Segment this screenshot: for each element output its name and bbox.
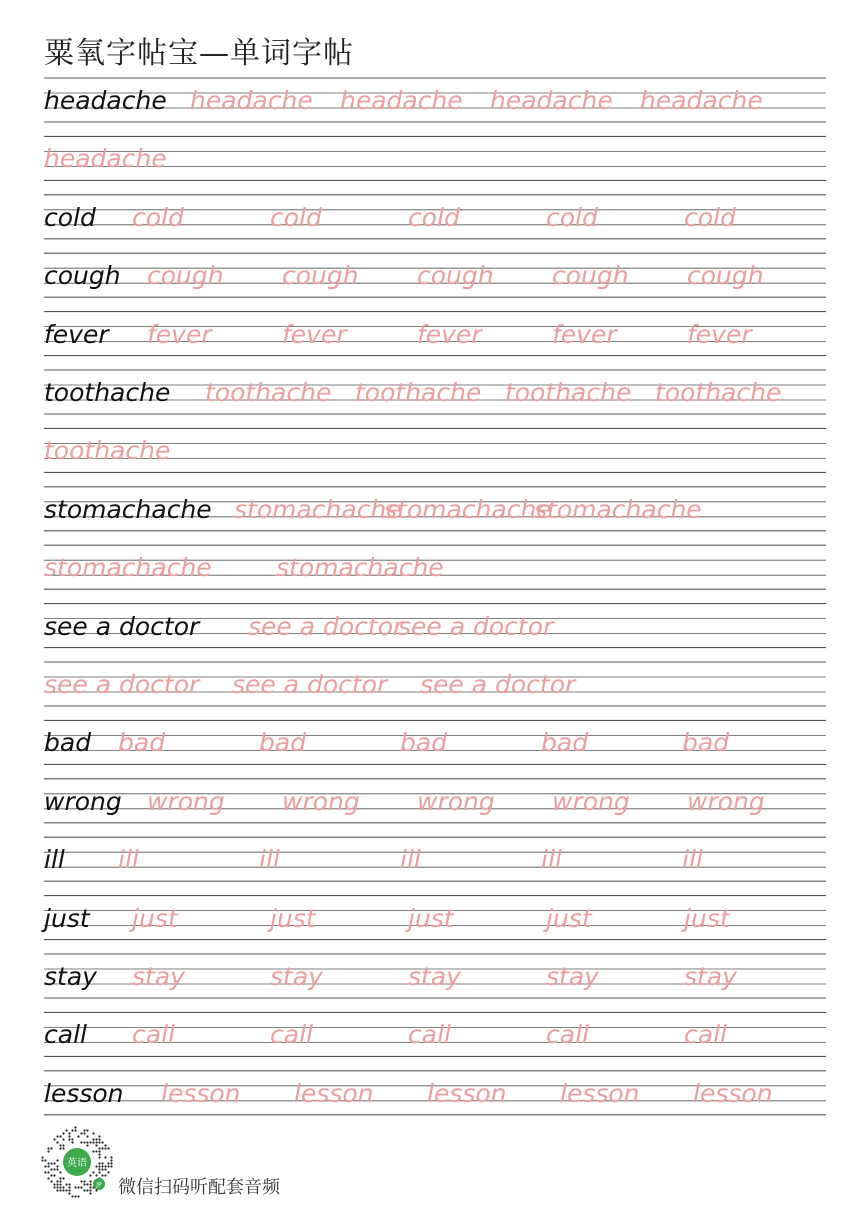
qr-dot [65,1189,67,1191]
practice-row [44,312,826,356]
trace-word: fever [687,319,752,349]
trace-word: lesson [560,1078,640,1108]
qr-dot [89,1183,91,1185]
model-word: call [44,1020,87,1050]
model-word: just [44,903,90,933]
qr-dot [101,1174,103,1176]
practice-row [44,545,826,589]
qr-dot [95,1141,97,1143]
qr-dot [89,1174,91,1176]
practice-row [44,954,826,998]
qr-dot [56,1159,58,1161]
qr-dot [56,1189,58,1191]
practice-row [44,78,826,122]
qr-dot [92,1171,94,1173]
trace-word: lesson [427,1078,507,1108]
qr-dot [98,1168,100,1170]
trace-word: toothache [205,378,332,407]
trace-word: ill [682,845,703,875]
practice-row [44,1071,826,1115]
qr-dot [62,1186,64,1188]
qr-dot [98,1138,100,1140]
trace-word: bad [400,728,448,758]
practice-row [44,837,826,881]
qr-dot [80,1132,82,1134]
qr-dot [74,1186,76,1188]
qr-dot [80,1141,82,1143]
qr-corner-label: JP [96,1181,102,1189]
practice-row [44,428,826,472]
model-word: stomachache [44,494,212,524]
model-word: bad [44,728,92,758]
trace-word: headache [190,86,313,115]
qr-dot [59,1183,61,1185]
qr-dot [44,1159,46,1161]
qr-dot [71,1129,73,1131]
qr-dot [80,1186,82,1188]
qr-dot [44,1171,46,1173]
qr-dot [95,1174,97,1176]
trace-word: cold [270,202,322,232]
qr-dot [101,1168,103,1170]
trace-word: fever [282,319,347,349]
qr-dot [50,1180,52,1182]
trace-word: headache [340,86,463,115]
qr-dot [59,1144,61,1146]
qr-dot [65,1183,67,1185]
model-word: cough [44,261,121,291]
qr-dot [95,1144,97,1146]
qr-dot [86,1183,88,1185]
qr-dot [62,1144,64,1146]
model-word: lesson [44,1078,124,1108]
trace-word: headache [640,86,763,115]
qr-dot [98,1141,100,1143]
qr-dot [86,1144,88,1146]
qr-dot [50,1174,52,1176]
trace-word: see a doctor [232,670,388,699]
qr-dot [74,1129,76,1131]
qr-dot [47,1165,49,1167]
qr-dot [47,1162,49,1164]
model-word: cold [44,202,96,232]
trace-word: stomachache [44,553,212,583]
qr-dot [53,1162,55,1164]
qr-dot [71,1138,73,1140]
trace-word: call [546,1020,589,1050]
trace-word: stomachache [234,494,402,524]
practice-row [44,779,826,823]
trace-word: cold [408,202,460,232]
qr-dot [104,1147,106,1149]
qr-dot [104,1144,106,1146]
trace-word: just [546,903,592,933]
qr-dot [89,1180,91,1182]
trace-word: see a doctor [44,670,200,699]
qr-dot [110,1165,112,1167]
qr-dot [50,1147,52,1149]
trace-word: headache [490,86,613,115]
qr-dot [62,1147,64,1149]
trace-word: ill [118,845,139,875]
qr-dot [59,1177,61,1179]
trace-word: fever [147,319,212,349]
qr-dot [86,1129,88,1131]
qr-dot [77,1186,79,1188]
qr-dot [41,1156,43,1158]
qr-dot [89,1186,91,1188]
trace-word: cough [687,261,764,291]
trace-word: stay [270,962,323,991]
qr-dot [95,1165,97,1167]
trace-word: just [684,903,730,933]
model-word: toothache [44,378,171,407]
qr-dot [68,1192,70,1194]
qr-dot [98,1135,100,1137]
qr-dot [59,1171,61,1173]
footer-caption: 微信扫码听配套音频 [118,1177,280,1198]
qr-dot [62,1189,64,1191]
practice-row [44,604,826,648]
qr-dot [92,1141,94,1143]
qr-dot [101,1162,103,1164]
qr-dot [98,1165,100,1167]
qr-dot [107,1165,109,1167]
page-title: 粟氧字帖宝—单词字帖 [44,36,354,71]
trace-word: call [270,1020,313,1050]
trace-word: cold [684,202,736,232]
qr-dot [53,1186,55,1188]
practice-row [44,253,826,297]
qr-dot [74,1195,76,1197]
qr-dot [68,1186,70,1188]
trace-word: toothache [355,378,482,407]
qr-dot [62,1132,64,1134]
trace-word: just [270,903,316,933]
trace-word: cough [417,261,494,291]
qr-dot [83,1180,85,1182]
trace-word: cold [132,202,184,232]
qr-dot [104,1156,106,1158]
qr-dot [98,1156,100,1158]
qr-dot [53,1183,55,1185]
model-word: stay [44,962,97,991]
model-word: fever [44,319,109,349]
qr-dot [101,1165,103,1167]
model-word: headache [44,86,167,115]
qr-dot [56,1186,58,1188]
qr-dot [53,1138,55,1140]
trace-word: headache [44,144,167,174]
qr-dot [68,1132,70,1134]
trace-word: just [408,903,454,933]
trace-word: see a doctor [420,670,576,699]
qr-dot [95,1150,97,1152]
trace-word: call [684,1020,727,1050]
trace-word: ill [541,845,562,875]
qr-dot [107,1147,109,1149]
qr-dot [59,1186,61,1188]
trace-word: cold [546,202,598,232]
qr-dot [59,1189,61,1191]
qr-dot [56,1135,58,1137]
trace-word: wrong [552,786,630,816]
trace-word: stomachache [534,494,702,524]
qr-dot [44,1165,46,1167]
qr-dot [68,1138,70,1140]
qr-dot [50,1168,52,1170]
qr-dot [98,1150,100,1152]
qr-dot [56,1183,58,1185]
qr-dot [83,1132,85,1134]
qr-dot [101,1141,103,1143]
qr-dot [107,1162,109,1164]
trace-word: toothache [505,378,632,407]
trace-word: lesson [161,1078,241,1108]
trace-word: bad [259,728,307,758]
qr-dot [59,1180,61,1182]
trace-word: toothache [655,378,782,407]
qr-dot [62,1177,64,1179]
qr-dot [47,1150,49,1152]
qr-dot [98,1147,100,1149]
qr-dot [62,1138,64,1140]
practice-row [44,136,826,180]
trace-word: ill [259,845,280,875]
qr-dot [98,1162,100,1164]
qr-dot [104,1174,106,1176]
qr-dot [56,1141,58,1143]
qr-dot [71,1141,73,1143]
trace-word: stomachache [384,494,552,524]
qr-dot [80,1180,82,1182]
trace-word: wrong [417,786,495,816]
qr-dot [77,1135,79,1137]
qr-dot [89,1141,91,1143]
qr-dot [101,1147,103,1149]
trace-word: call [408,1020,451,1050]
trace-word: call [132,1020,175,1050]
qr-dot [56,1180,58,1182]
practice-row [44,195,826,239]
qr-dot [86,1141,88,1143]
qr-code-icon[interactable] [40,1125,114,1199]
qr-dot [47,1177,49,1179]
trace-word: bad [118,728,166,758]
qr-dot [110,1156,112,1158]
trace-word: wrong [147,786,225,816]
trace-word: stomachache [276,553,444,583]
trace-word: see a doctor [248,611,404,641]
trace-word: wrong [687,786,765,816]
qr-dot [104,1168,106,1170]
trace-word: lesson [693,1078,773,1108]
qr-dot [104,1165,106,1167]
qr-dot [71,1195,73,1197]
qr-dot [50,1162,52,1164]
trace-word: ill [400,845,421,875]
qr-dot [53,1174,55,1176]
practice-row [44,370,826,414]
qr-dot [83,1189,85,1191]
qr-dot [92,1138,94,1140]
qr-dot [59,1147,61,1149]
qr-dot [68,1189,70,1191]
model-word: see a doctor [44,611,200,641]
qr-dot [98,1153,100,1155]
qr-dot [65,1129,67,1131]
qr-dot [98,1171,100,1173]
trace-word: cough [552,261,629,291]
qr-badge-label: 英语 [67,1158,87,1169]
trace-word: lesson [294,1078,374,1108]
qr-dot [107,1171,109,1173]
qr-dot [86,1135,88,1137]
model-word: wrong [44,786,122,816]
qr-dot [53,1168,55,1170]
qr-dot [110,1159,112,1161]
trace-word: stay [684,962,737,991]
model-word: ill [44,845,65,875]
qr-dot [77,1195,79,1197]
qr-dot [47,1147,49,1149]
trace-word: cough [282,261,359,291]
qr-dot [92,1150,94,1152]
trace-word: wrong [282,786,360,816]
trace-word: see a doctor [398,611,554,641]
qr-dot [68,1183,70,1185]
qr-dot [89,1189,91,1191]
qr-dot [89,1192,91,1194]
qr-dot [92,1132,94,1134]
trace-word: bad [682,728,730,758]
trace-word: stay [408,962,461,991]
practice-row [44,896,826,940]
qr-dot [110,1162,112,1164]
qr-dot [59,1135,61,1137]
trace-word: stay [546,962,599,991]
qr-dot [83,1141,85,1143]
qr-dot [68,1135,70,1137]
trace-word: toothache [44,436,171,466]
practice-row [44,662,826,706]
qr-dot [56,1168,58,1170]
footer [40,1125,440,1205]
trace-word: fever [417,319,482,349]
qr-dot [56,1165,58,1167]
trace-word: stay [132,962,185,991]
practice-row [44,720,826,764]
qr-dot [74,1126,76,1128]
trace-word: bad [541,728,589,758]
trace-word: cough [147,261,224,291]
qr-dot [41,1159,43,1161]
trace-word: fever [552,319,617,349]
practice-row [44,487,826,531]
qr-dot [83,1183,85,1185]
practice-row [44,1012,826,1056]
qr-dot [95,1138,97,1140]
qr-dot [86,1189,88,1191]
trace-word: just [132,903,178,933]
qr-dot [47,1171,49,1173]
qr-dot [83,1129,85,1131]
